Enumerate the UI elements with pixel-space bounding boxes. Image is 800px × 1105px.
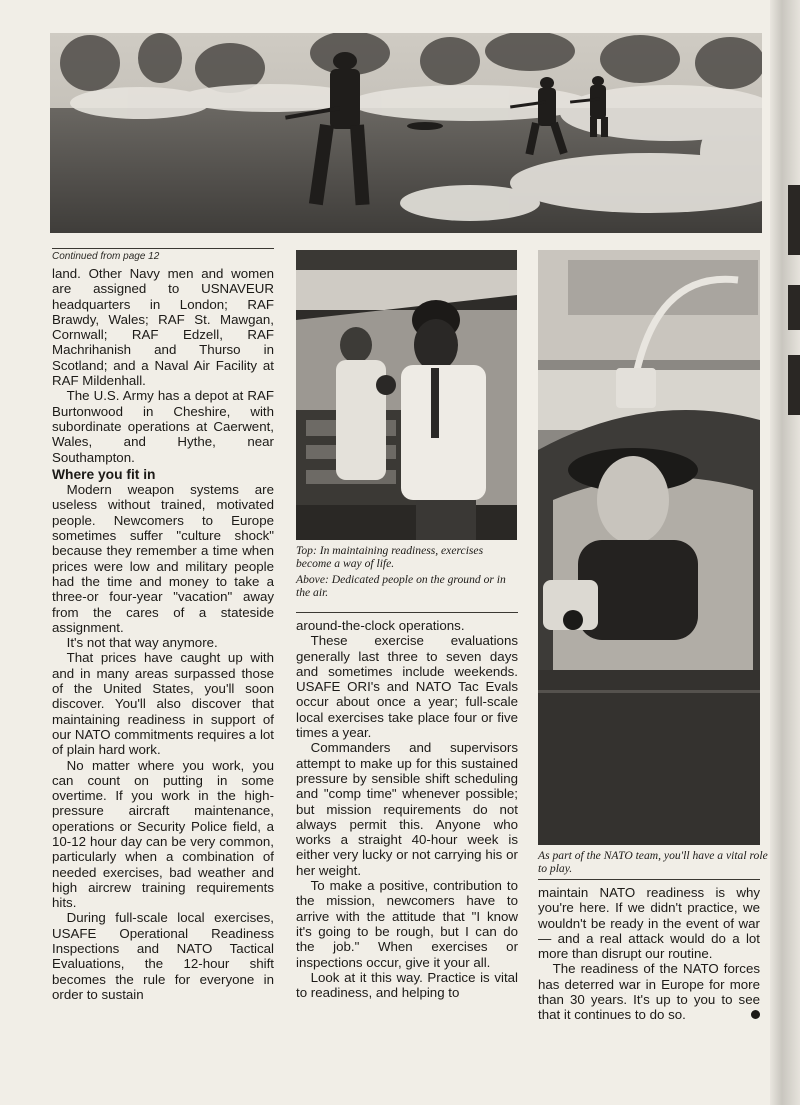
- body-paragraph: To make a positive, contribution to the mission, newcomers have to arrive with the attitude that "I know it's going to be rough, but I can do the job." When exercises or inspections occur, give it your all.: [296, 878, 518, 970]
- closing-paragraph-text: The readiness of the NATO forces has deterred war in Europe for more than 30 years. It's up to you to see that it continues to do so.: [538, 961, 760, 1023]
- column-rule: [52, 248, 274, 249]
- photo-woman-in-vehicle: [538, 250, 760, 845]
- photo-soldiers-exercise: [50, 33, 762, 233]
- body-paragraph: Look at it this way. Practice is vital to readiness, and helping to: [296, 969, 518, 1001]
- page-edge-mark: [788, 355, 800, 415]
- continued-from-label: Continued from page 12: [52, 251, 160, 262]
- section-heading: Where you fit in: [52, 466, 156, 482]
- body-paragraph: Modern weapon systems are useless without trained, motivated people. Newcomers to Europe sometimes suffer "culture shock" because they remember a time when prices were low and military people had the time and money to take a three-or four-year "vacation" away from the cares of a stateside assignment.: [52, 482, 274, 635]
- body-paragraph: Commanders and supervisors attempt to make up for this sustained pressure by sensible shift scheduling and "comp time" whenever possible; but mission requirements do not always permit this. Anyone who works a straight 40-hour week is either very lucky or not carrying his or her weight.: [296, 740, 518, 878]
- body-paragraph: The U.S. Army has a depot at RAF Burtonwood in Cheshire, with subordinate operations at Caerwent, Wales, and Hythe, near Southampton.: [52, 388, 274, 465]
- body-paragraph: [538, 961, 760, 1022]
- article-column-2: [296, 618, 518, 1000]
- body-paragraph: That prices have caught up with and in many areas surpassed those of the United States, you'll soon discover. You'll also discover that maintaining readiness in support of our NATO commitments requires a lot of plain hard work.: [52, 650, 274, 758]
- caption-right: [538, 849, 768, 878]
- page-edge: [770, 0, 800, 1105]
- article-column-1: [52, 266, 274, 1002]
- body-paragraph: land. Other Navy men and women are assigned to USNAVEUR headquarters in London; RAF Brawdy, Wales; RAF St. Mawgan, Cornwall; RAF Edzell, RAF Machrihanish and Thurso in Scotland; and a Naval Air Facility at RAF Mildenhall.: [52, 266, 274, 389]
- caption-middle-above: Above: Dedicated people on the ground or in the air.: [296, 573, 506, 599]
- column-rule: [538, 879, 760, 880]
- caption-middle: [296, 544, 520, 602]
- body-paragraph: During full-scale local exercises, USAFE Operational Readiness Inspections and NATO Tactical Evaluations, the 12-hour shift becomes the rule for everyone in order to sustain: [52, 910, 274, 1002]
- body-paragraph: maintain NATO readiness is why you're here. If we didn't practice, we wouldn't be ready in the event of war — and a real attack would do a lot more than disrupt our routine.: [538, 885, 760, 962]
- body-paragraph: These exercise evaluations generally last three to seven days and sometimes include weekends. USAFE ORI's and NATO Tac Evals occur about once a year; full-scale local exercises take place four or five times a year.: [296, 633, 518, 741]
- page-edge-mark: [788, 185, 800, 255]
- caption-middle-top: Top: In maintaining readiness, exercises become a way of life.: [296, 544, 484, 570]
- end-of-article-mark: [751, 1010, 760, 1019]
- article-column-3: [538, 885, 760, 1023]
- body-paragraph: around-the-clock operations.: [296, 618, 465, 633]
- caption-right-text: As part of the NATO team, you'll have a vital role to play.: [538, 849, 768, 875]
- body-paragraph: It's not that way anymore.: [66, 635, 218, 651]
- column-rule: [296, 612, 518, 613]
- page-edge-mark: [788, 285, 800, 330]
- body-paragraph: No matter where you work, you can count on putting in some overtime. If you work in the high-pressure aircraft maintenance, operations or Security Police field, a 10-12 hour day can be very common, particularly when a combination of needed exercises, bad weather and high aircrew training requirements hits.: [52, 757, 274, 911]
- photo-control-tower: [296, 250, 517, 540]
